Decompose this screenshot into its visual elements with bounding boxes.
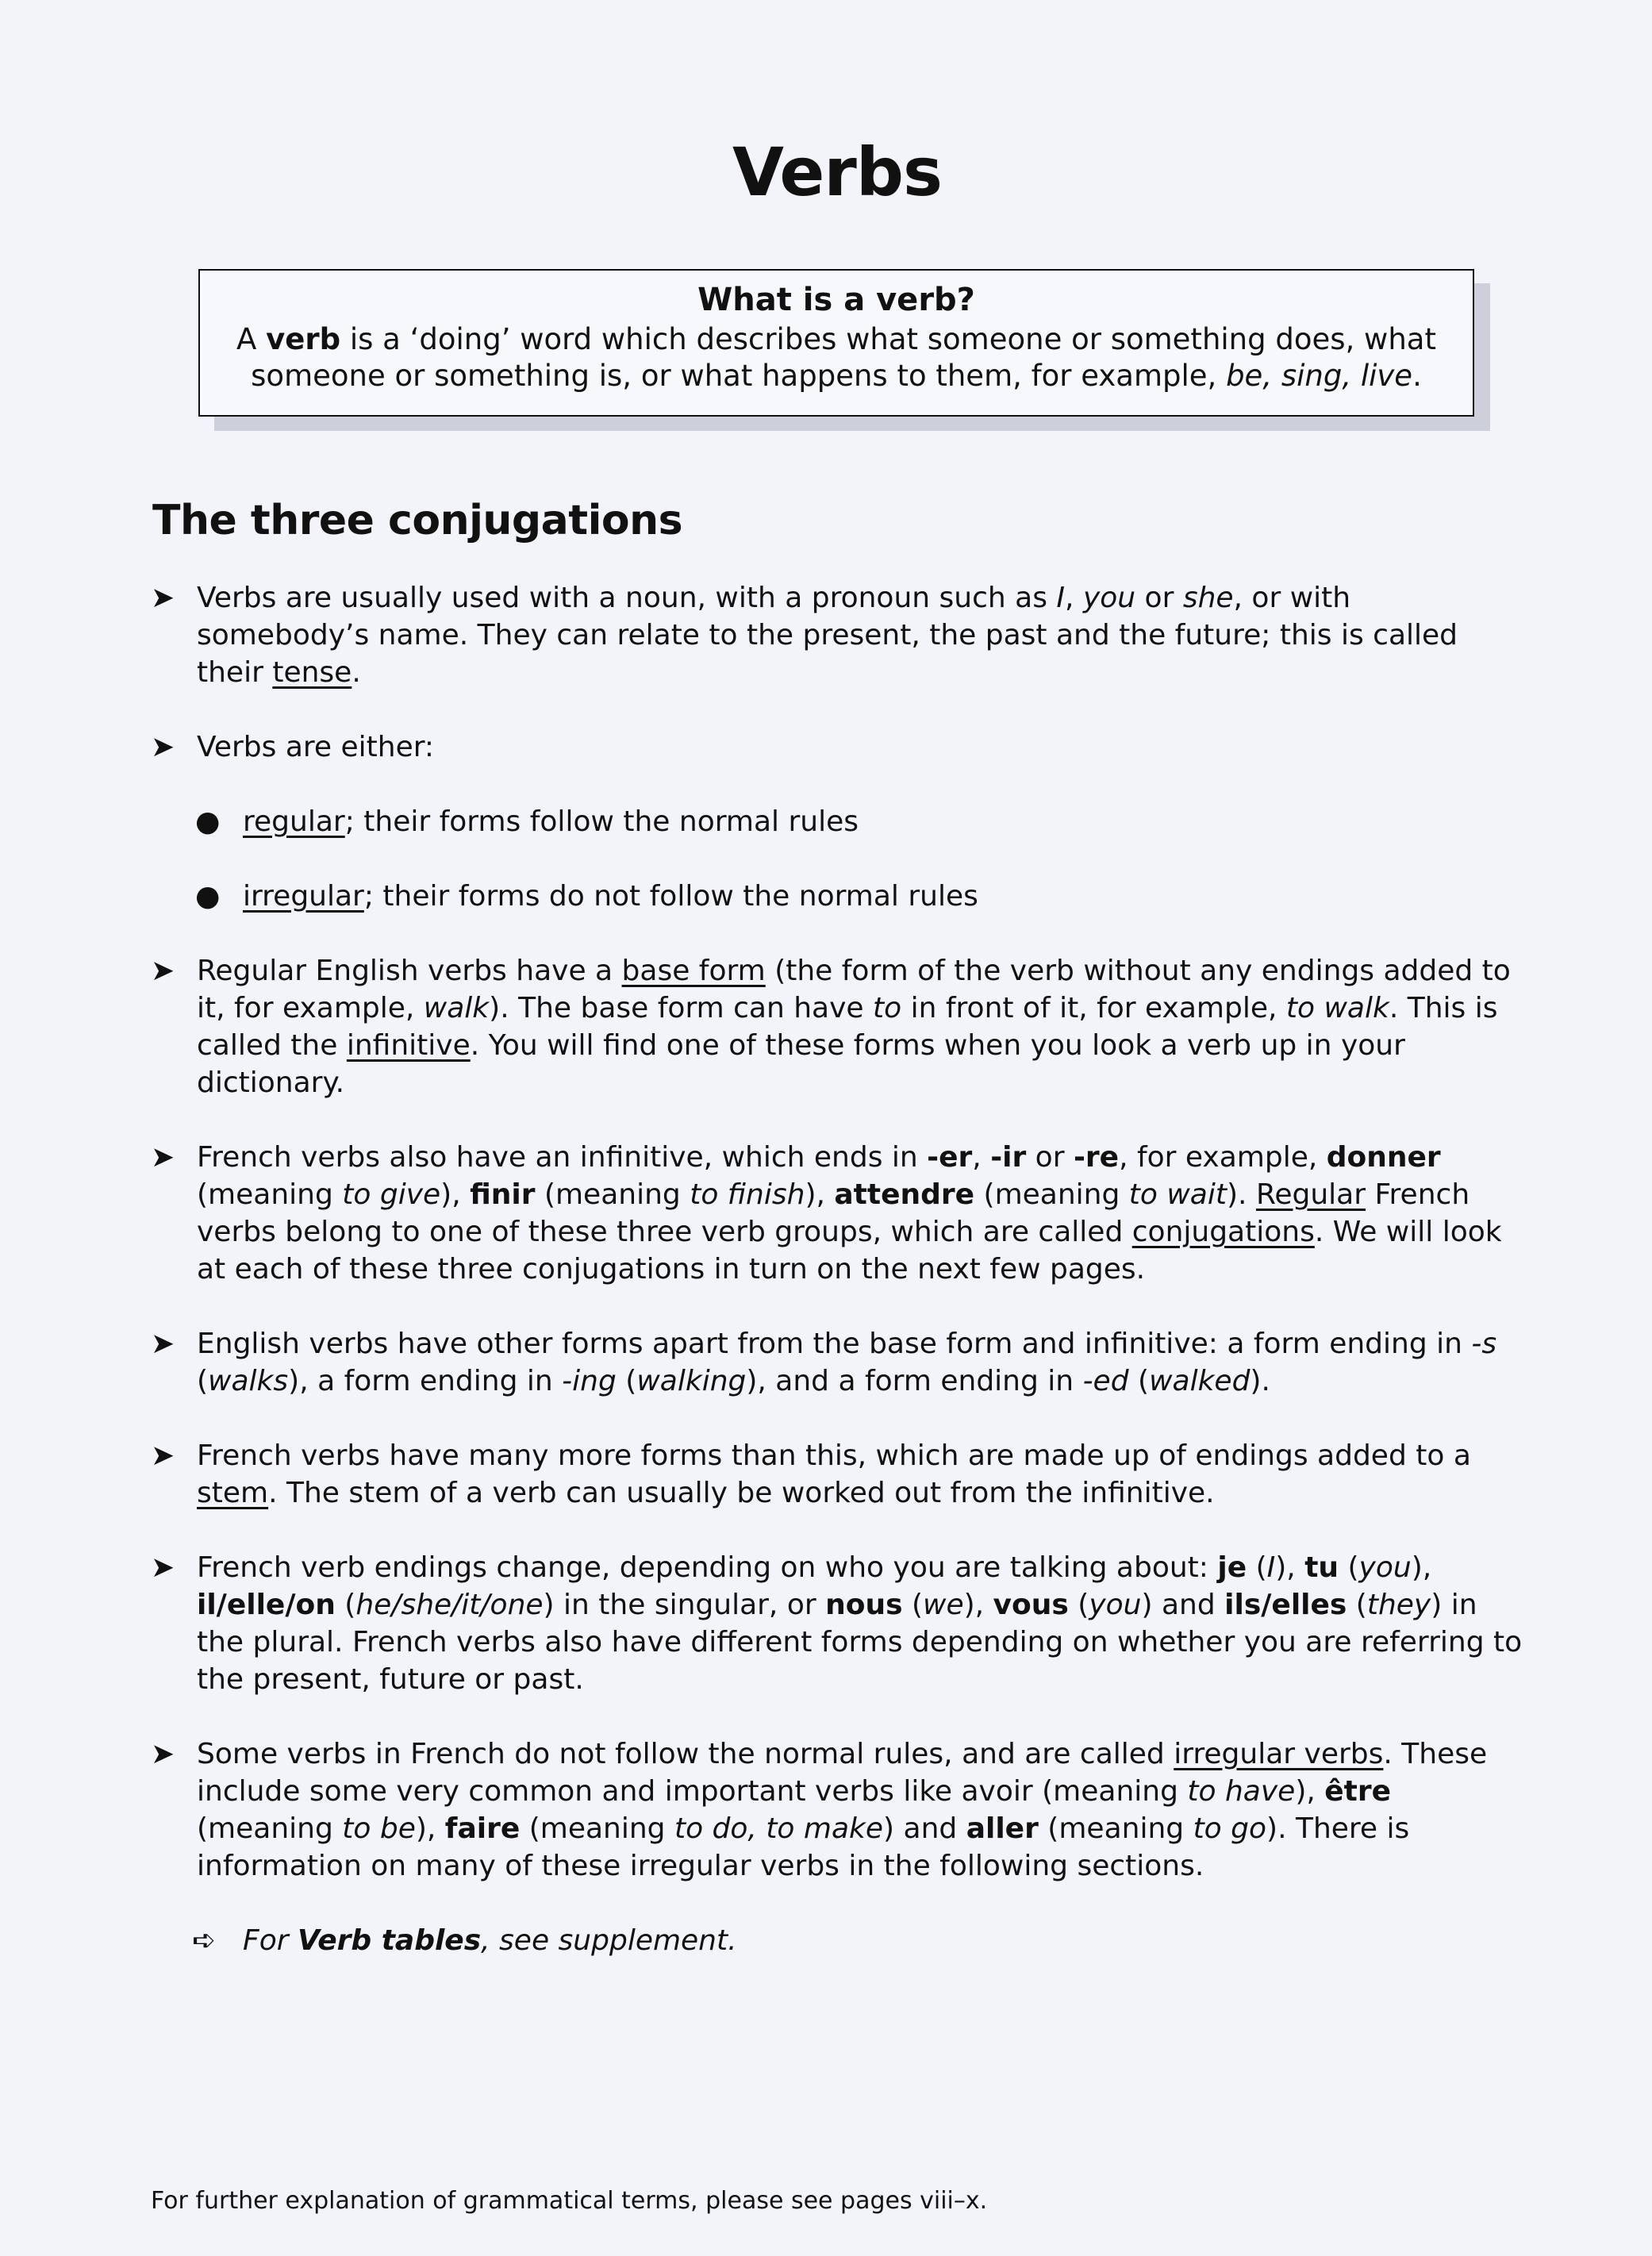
- definition-text: [200, 321, 1473, 394]
- italic-text: to have: [1187, 1775, 1296, 1808]
- bullet-point-stem: [151, 1437, 1531, 1512]
- text: ).: [1250, 1365, 1270, 1397]
- italic-text: to do, to make: [674, 1812, 884, 1845]
- text: , for example,: [1119, 1141, 1327, 1174]
- text: ,: [972, 1141, 991, 1174]
- arrowhead-bullet-icon: ➤: [151, 1141, 175, 1174]
- text: ; their forms do not follow the normal rules: [363, 880, 978, 913]
- text: (: [1347, 1589, 1367, 1621]
- text: Regular English verbs have a: [197, 955, 622, 987]
- italic-text: to walk: [1285, 992, 1389, 1024]
- text: (meaning: [197, 1178, 343, 1211]
- text: . These include some very common and important verbs like avoir (meaning: [197, 1738, 1488, 1808]
- text: or: [1026, 1141, 1074, 1174]
- glossary-term: infinitive: [346, 1029, 471, 1062]
- bullet-point-endings: [151, 1549, 1531, 1698]
- bold-text: vous: [993, 1589, 1069, 1621]
- text: Verbs are either:: [197, 731, 435, 763]
- italic-text: you: [1358, 1551, 1412, 1584]
- text: ) and: [1141, 1589, 1225, 1621]
- bold-text: nous: [825, 1589, 903, 1621]
- text: (meaning: [535, 1178, 690, 1211]
- dot-bullet-icon: ●: [195, 805, 221, 838]
- italic-text: they: [1366, 1589, 1431, 1621]
- text: ). The base form can have: [489, 992, 874, 1024]
- glossary-term: irregular: [243, 880, 364, 913]
- text: ) in the singular, or: [543, 1589, 826, 1621]
- text: (: [1128, 1365, 1150, 1397]
- text: ),: [963, 1589, 993, 1621]
- section-heading: The three conjugations: [152, 497, 683, 544]
- text: (: [616, 1365, 637, 1397]
- arrowhead-bullet-icon: ➤: [151, 1738, 175, 1770]
- bullet-point-english-forms: [151, 1325, 1531, 1400]
- italic-text: you: [1089, 1589, 1142, 1621]
- italic-text: to go: [1193, 1812, 1267, 1845]
- bold-text: -re: [1073, 1141, 1120, 1174]
- text: French verbs have many more forms than this, which are made up of endings added to a: [197, 1439, 1471, 1472]
- definition-title: What is a verb?: [697, 282, 975, 318]
- bold-text: ils/elles: [1224, 1589, 1347, 1621]
- italic-text: I: [1266, 1551, 1276, 1584]
- glossary-term: Regular: [1255, 1178, 1366, 1211]
- text: ),: [1295, 1775, 1325, 1808]
- italic-text: to be: [342, 1812, 416, 1845]
- bold-text: faire: [444, 1812, 521, 1845]
- bullet-point-french-infinitive: [151, 1139, 1531, 1288]
- glossary-term: tense: [272, 656, 352, 689]
- text: ),: [805, 1178, 835, 1211]
- bold-text: attendre: [834, 1178, 975, 1211]
- text: ),: [440, 1178, 471, 1211]
- text: (meaning: [1038, 1812, 1193, 1845]
- italic-text: to finish: [690, 1178, 805, 1211]
- arrowhead-bullet-icon: ➤: [151, 1328, 175, 1360]
- definition-text-part: .: [1412, 359, 1422, 393]
- text: (: [1339, 1551, 1359, 1584]
- bold-text: Verb tables: [297, 1924, 482, 1957]
- italic-text: I: [1056, 582, 1066, 614]
- definition-box: [198, 269, 1474, 417]
- glossary-term: regular: [243, 805, 345, 838]
- text: French verb endings change, depending on who you are talking about:: [197, 1551, 1218, 1584]
- sub-bullet-irregular: [151, 878, 1531, 915]
- text: ) in the plural. French verbs also have different forms depending on whether you are referring to the present, future or past.: [197, 1589, 1523, 1696]
- text: ), and a form ending in: [746, 1365, 1083, 1397]
- arrowhead-bullet-icon: ➤: [151, 955, 175, 987]
- italic-text: we: [923, 1589, 964, 1621]
- italic-text: -ed: [1082, 1365, 1129, 1397]
- definition-examples: be, sing, live: [1226, 359, 1413, 393]
- text: French verbs also have an infinitive, which ends in: [197, 1141, 928, 1174]
- bold-text: finir: [470, 1178, 536, 1211]
- text: (: [1247, 1551, 1267, 1584]
- text: Some verbs in French do not follow the normal rules, and are called: [197, 1738, 1174, 1770]
- definition-text-part: A: [236, 322, 267, 356]
- text: (meaning: [197, 1812, 343, 1845]
- bold-text: aller: [966, 1812, 1039, 1845]
- bold-text: donner: [1326, 1141, 1441, 1174]
- text: . We will look at each of these three conjugations in turn on the next few pages.: [197, 1216, 1502, 1286]
- text: ; their forms follow the normal rules: [344, 805, 859, 838]
- text: Verbs are usually used with a noun, with a pronoun such as: [197, 582, 1057, 614]
- page-footer: For further explanation of grammatical terms, please see pages viii–x.: [151, 2187, 988, 2215]
- text: in front of it, for example,: [901, 992, 1286, 1024]
- arrowhead-bullet-icon: ➤: [151, 1551, 175, 1584]
- text: ),: [1411, 1551, 1432, 1584]
- definition-text-part: is a ‘doing’ word which describes what someone or something does, what someone or something is, or what happens to them, for example,: [251, 322, 1436, 393]
- bold-text: il/elle/on: [197, 1589, 336, 1621]
- glossary-term: base form: [621, 955, 766, 987]
- text: ,: [1065, 582, 1083, 614]
- dot-bullet-icon: ●: [195, 880, 221, 913]
- arrowhead-bullet-icon: ➤: [151, 731, 175, 763]
- text: (: [197, 1365, 209, 1397]
- italic-text: walks: [208, 1365, 289, 1397]
- italic-text: she: [1182, 582, 1234, 614]
- text: . You will find one of these forms when you look a verb up in your dictionary.: [197, 1029, 1405, 1099]
- text: . This is called the: [197, 992, 1498, 1062]
- text: ), a form ending in: [288, 1365, 563, 1397]
- hollow-arrow-icon: ➪: [192, 1924, 217, 1957]
- sub-bullet-regular: [151, 803, 1531, 840]
- glossary-term: conjugations: [1131, 1216, 1315, 1248]
- bullet-point-irregular-verbs: [151, 1735, 1531, 1885]
- italic-text: he/she/it/one: [355, 1589, 544, 1621]
- text: English verbs have other forms apart from the base form and infinitive: a form ending in: [197, 1328, 1472, 1360]
- arrowhead-bullet-icon: ➤: [151, 582, 175, 614]
- bold-text: tu: [1304, 1551, 1339, 1584]
- text: ). There is information on many of these irregular verbs in the following sections.: [197, 1812, 1410, 1882]
- bold-text: -er: [927, 1141, 973, 1174]
- bullet-point-either: [151, 728, 1531, 766]
- glossary-term: irregular verbs: [1174, 1738, 1384, 1770]
- text: For: [243, 1924, 298, 1957]
- text: . The stem of a verb can usually be worked out from the infinitive.: [268, 1477, 1215, 1509]
- text: (the form of the verb without any endings added to it, for example,: [197, 955, 1511, 1024]
- italic-text: to: [873, 992, 902, 1024]
- italic-text: to wait: [1128, 1178, 1227, 1211]
- text: ),: [1275, 1551, 1305, 1584]
- content-body: [151, 579, 1531, 1959]
- text: (: [335, 1589, 356, 1621]
- bullet-point-base-form: [151, 952, 1531, 1101]
- text: ).: [1227, 1178, 1256, 1211]
- italic-text: walked: [1149, 1365, 1251, 1397]
- bullet-point-tense: [151, 579, 1531, 691]
- italic-text: you: [1082, 582, 1136, 614]
- text: French verbs belong to one of these three verb groups, which are called: [197, 1178, 1470, 1248]
- text: , see supplement.: [481, 1924, 737, 1957]
- glossary-term: stem: [197, 1477, 269, 1509]
- text: (: [902, 1589, 924, 1621]
- text: or: [1135, 582, 1183, 614]
- text: .: [352, 656, 361, 689]
- italic-text: walk: [423, 992, 490, 1024]
- text: ) and: [883, 1812, 966, 1845]
- text: (meaning: [520, 1812, 674, 1845]
- bold-text: je: [1217, 1551, 1247, 1584]
- italic-text: -s: [1471, 1328, 1497, 1360]
- arrowhead-bullet-icon: ➤: [151, 1439, 175, 1472]
- italic-text: -ing: [562, 1365, 617, 1397]
- text: (meaning: [974, 1178, 1129, 1211]
- definition-term: verb: [266, 322, 341, 356]
- bold-text: -ir: [990, 1141, 1027, 1174]
- page-title: Verbs: [732, 133, 942, 211]
- cross-reference: [151, 1922, 1531, 1959]
- italic-text: to give: [342, 1178, 441, 1211]
- bold-text: être: [1324, 1775, 1392, 1808]
- italic-text: walking: [636, 1365, 747, 1397]
- text: , or with somebody’s name. They can relate to the present, the past and the future; this is called their: [197, 582, 1458, 689]
- text: (: [1068, 1589, 1089, 1621]
- text: ),: [415, 1812, 445, 1845]
